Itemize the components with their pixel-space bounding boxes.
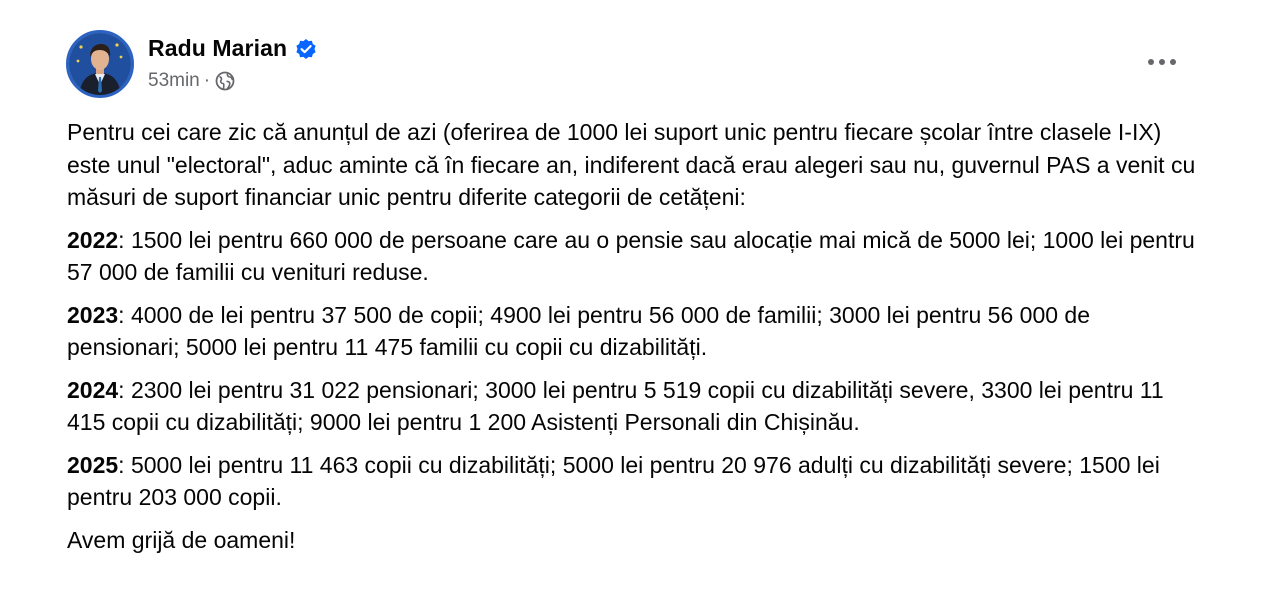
post-item-2022 xyxy=(67,224,1197,289)
author-block xyxy=(148,35,317,92)
post-item-text: : 2300 lei pentru 31 022 pensionari; 3000 lei pentru 5 519 copii cu dizabilități severe, 3300 lei pentru 11 415 copii cu dizabilități; 9000 lei pentru 1 200 Asistenți Personali din Chișinău. xyxy=(67,376,1164,435)
post-timestamp[interactable]: 53min xyxy=(148,70,200,91)
post-item-text: : 5000 lei pentru 11 463 copii cu dizabilități; 5000 lei pentru 20 976 adulți cu dizabilități severe; 1500 lei pentru 203 000 copii. xyxy=(67,451,1160,510)
globe-icon[interactable] xyxy=(215,71,235,91)
post-body xyxy=(67,116,1197,566)
post-item-2023 xyxy=(67,299,1197,364)
post-item-year: 2022 xyxy=(67,226,119,253)
post-meta xyxy=(148,70,317,92)
post-item-year: 2024 xyxy=(67,376,119,403)
avatar-image xyxy=(69,33,131,95)
post-closing: Avem grijă de oameni! xyxy=(67,526,296,553)
verified-badge-icon xyxy=(295,38,317,60)
more-options-button[interactable] xyxy=(1142,46,1182,78)
avatar[interactable] xyxy=(66,30,134,98)
post-item-text: : 4000 de lei pentru 37 500 de copii; 4900 lei pentru 56 000 de familii; 3000 lei pentru 56 000 de pensionari; 5000 lei pentru 11 475 familii cu copii cu dizabilități. xyxy=(67,301,1091,360)
author-row xyxy=(148,35,317,62)
more-options-icon xyxy=(1147,58,1177,66)
post-intro: Pentru cei care zic că anunțul de azi (oferirea de 1000 lei suport unic pentru fiecare școlar între clasele I-IX) este unul "electoral", aduc aminte că în fiecare an, indiferent dacă erau alegeri sau nu, guvernul PAS a venit cu măsuri de suport financiar unic pentru diferite categorii de cetățeni: xyxy=(67,119,1196,210)
meta-separator: · xyxy=(203,70,211,91)
post-item-2024 xyxy=(67,374,1197,439)
post-item-text: : 1500 lei pentru 660 000 de persoane care au o pensie sau alocație mai mică de 5000 lei; 1000 lei pentru 57 000 de familii cu venituri reduse. xyxy=(67,226,1195,285)
author-name[interactable]: Radu Marian xyxy=(148,35,288,61)
post-item-2025 xyxy=(67,449,1197,514)
post-item-year: 2023 xyxy=(67,301,119,328)
post-header xyxy=(66,30,317,102)
post-item-year: 2025 xyxy=(67,451,119,478)
